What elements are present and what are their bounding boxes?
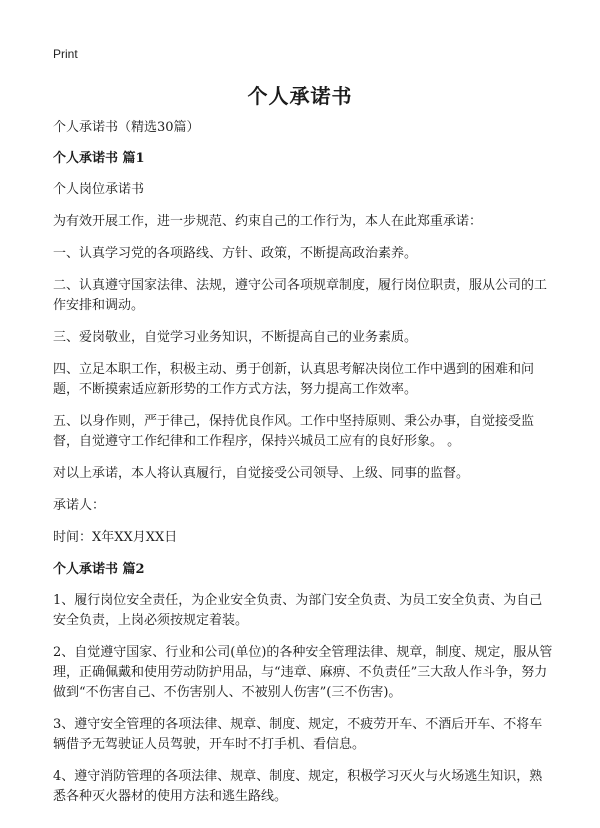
section-heading: 个人承诺书 篇1 (53, 151, 145, 166)
paragraph: 4、遵守消防管理的各项法律、规章、制度、规定，积极学习灭火与火场逃生知识，熟悉各种灭火器材的使用方法和逃生路线。 (53, 769, 543, 804)
paragraph: 3、遵守安全管理的各项法律、规章、制度、规定，不疲劳开车、不酒后开车、不将车辆借予无驾驶证人员驾驶，开车时不打手机、看信息。 (53, 717, 543, 752)
paragraph: 为有效开展工作，进一步规范、约束自己的工作行为，本人在此郑重承诺： (53, 214, 483, 229)
paragraph: 1、履行岗位安全责任，为企业安全负责、为部门安全负责、为员工安全负责、为自己安全负责，上岗必须按规定着装。 (53, 593, 543, 628)
paragraph: 对以上承诺，本人将认真履行，自觉接受公司领导、上级、同事的监督。 (53, 466, 470, 481)
print-label: Print (53, 47, 78, 61)
paragraph: 五、以身作则，严于律己，保持优良作风。工作中坚持原则、秉公办事，自觉接受监督，自觉遵守工作纪律和工作程序，保持兴城员工应有的良好形象。 。 (53, 414, 535, 449)
document-title: 个人承诺书 (247, 84, 353, 108)
paragraph: 一、认真学习党的各项路线、方针、政策，不断提高政治素养。 (53, 246, 418, 261)
paragraph: 二、认真遵守国家法律、法规，遵守公司各项规章制度，履行岗位职责，服从公司的工作安排和调动。 (53, 278, 548, 313)
section-heading: 个人承诺书 篇2 (53, 562, 145, 577)
paragraph: 三、爱岗敬业，自觉学习业务知识，不断提高自己的业务素质。 (53, 330, 418, 345)
paragraph: 四、立足本职工作，积极主动、勇于创新，认真思考解决岗位工作中遇到的困难和问题，不断摸索适应新形势的工作方式方法，努力提高工作效率。 (53, 362, 535, 397)
paragraph: 2、自觉遵守国家、行业和公司(单位)的各种安全管理法律、规章，制度、规定，服从管理，正确佩戴和使用劳动防护用品，与“违章、麻痹、不负责任”三大敌人作斗争，努力做到“不伤害自己、不伤害别人、不被别人伤害”(三不伤害)。 (53, 645, 553, 700)
paragraph: 个人岗位承诺书 (53, 182, 145, 197)
date-line: 时间：X年XX月XX日 (53, 530, 178, 545)
document-body (53, 118, 553, 819)
signer-label: 承诺人： (53, 498, 106, 513)
document-subtitle: 个人承诺书（精选30篇） (53, 120, 200, 135)
